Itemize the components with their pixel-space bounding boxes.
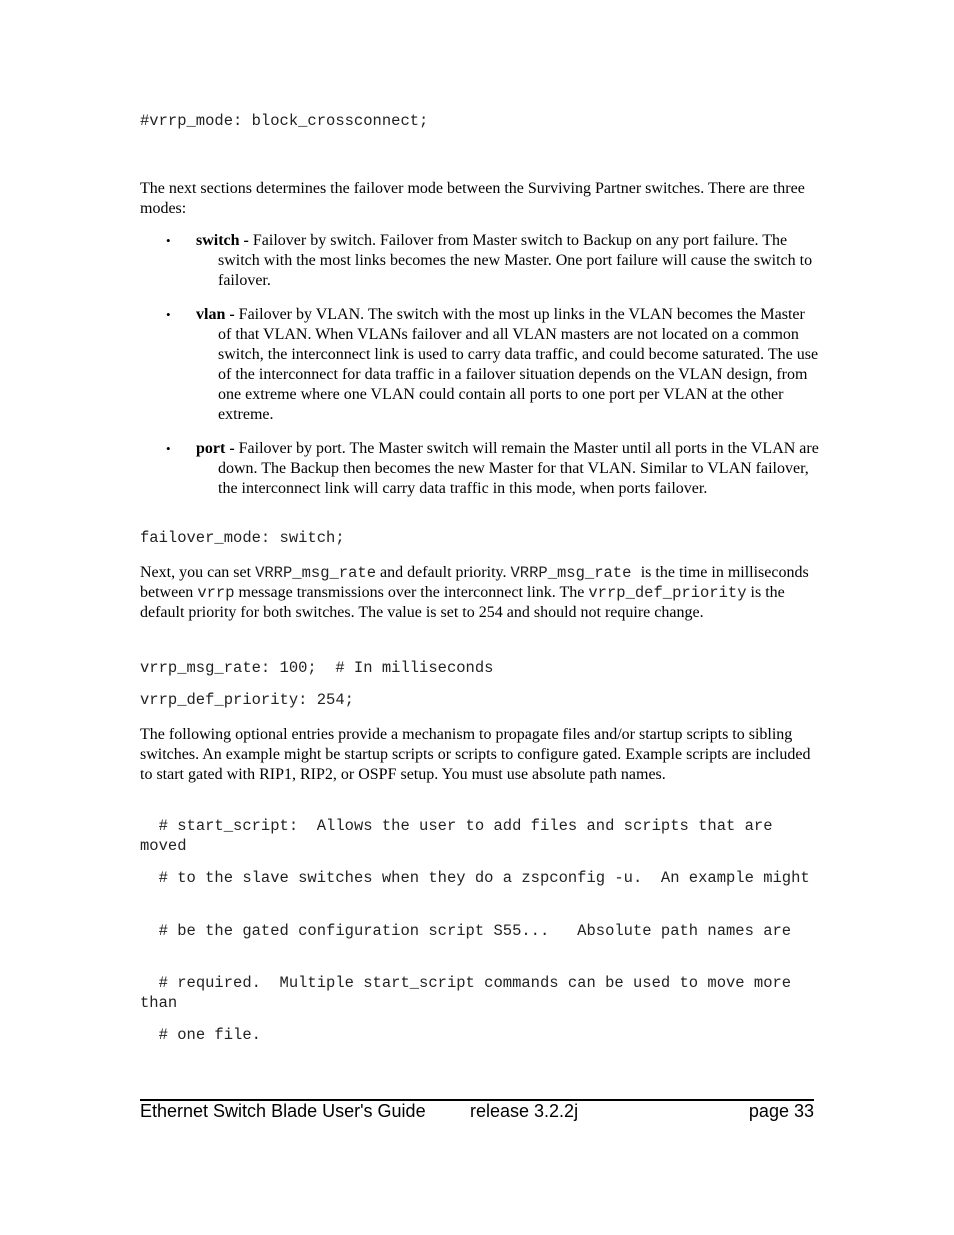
code-run: vrrp	[197, 584, 235, 602]
code-run: vrrp_def_priority	[588, 584, 747, 602]
mode-text: Failover by switch. Failover from Master switch to Backup on any port failure. The switch with the most links becomes the new Master. One port failure will cause the switch to failover.	[218, 232, 813, 289]
code-run: VRRP_msg_rate	[255, 564, 376, 582]
optional-paragraph: The following optional entries provide a mechanism to propagate files and/or startup scripts to sibling switches. An example might be startup scripts or scripts to configure gated. Example scripts are included to start gated with RIP1, RIP2, or OSPF setup. You must use absolute path names.	[140, 726, 811, 783]
comment-line: # be the gated configuration script S55... Absolute path names are	[140, 922, 792, 940]
msg-rate-code: vrrp_msg_rate: 100; # In milliseconds	[140, 659, 494, 677]
mode-term: switch -	[196, 232, 249, 249]
comment-line: # start_script: Allows the user to add files and scripts that are moved	[140, 817, 782, 855]
comment-line: # to the slave switches when they do a zspconfig -u. An example might	[140, 869, 810, 887]
text-run: is the time in milliseconds between	[140, 564, 809, 601]
code-run: VRRP_msg_rate	[510, 564, 641, 582]
mode-term: vlan -	[196, 306, 235, 323]
intro-paragraph: The next sections determines the failover mode between the Surviving Partner switches. There are three modes:	[140, 180, 805, 217]
text-run: message transmissions over the interconnect link. The	[234, 584, 589, 601]
text-run: Next, you can set	[140, 564, 256, 581]
text-run: and default priority.	[376, 564, 511, 581]
mode-text: Failover by port. The Master switch will remain the Master until all ports in the VLAN are down. The Backup then becomes the new Master for that VLAN. Similar to VLAN failover, the interconnect link will carry data traffic in this mode, when ports failover.	[218, 440, 819, 497]
list-item: • port - Failover by port. The Master switch will remain the Master until all ports in the VLAN are down. The Backup then becomes the new Master for that VLAN. Similar to VLAN failover, the interconnect link will carry data traffic in this mode, when ports failover.	[166, 440, 819, 497]
vrrp-mode-code: #vrrp_mode: block_crossconnect;	[140, 112, 429, 130]
page-footer	[140, 1101, 814, 1123]
rate-paragraph	[140, 563, 814, 623]
mode-text: Failover by VLAN. The switch with the most up links in the VLAN becomes the Master of that VLAN. When VLANs failover and all VLAN masters are not located on a common switch, the interconnect link is used to carry data traffic, and could become saturated. The use of the interconnect for data traffic in a failover situation depends on the VLAN design, from one extreme where one VLAN could contain all ports to one port per VLAN at the other extreme.	[218, 306, 819, 423]
modes-list	[140, 231, 820, 499]
footer-release: release 3.2.2j	[470, 1101, 579, 1121]
comment-line: # one file.	[140, 1026, 261, 1044]
comment-line: # required. Multiple start_script commands can be used to move more than	[140, 974, 801, 1012]
footer-title: Ethernet Switch Blade User's Guide	[140, 1101, 426, 1121]
failover-mode-code: failover_mode: switch;	[140, 529, 345, 547]
mode-term: port -	[196, 440, 235, 457]
footer-page-number: page 33	[748, 1101, 814, 1121]
list-item: • vlan - Failover by VLAN. The switch with the most up links in the VLAN becomes the Master of that VLAN. When VLANs failover and all VLAN masters are not located on a common switch, the interconnect link is used to carry data traffic, and could become saturated. The use of the interconnect for data traffic in a failover situation depends on the VLAN design, from one extreme where one VLAN could contain all ports to one port per VLAN at the other extreme.	[166, 306, 819, 423]
def-priority-code: vrrp_def_priority: 254;	[140, 691, 354, 709]
text-run: is the default priority for both switches. The value is set to 254 and should not require change.	[140, 584, 785, 621]
list-item: • switch - Failover by switch. Failover from Master switch to Backup on any port failure. The switch with the most links becomes the new Master. One port failure will cause the switch to failover.	[166, 232, 813, 289]
